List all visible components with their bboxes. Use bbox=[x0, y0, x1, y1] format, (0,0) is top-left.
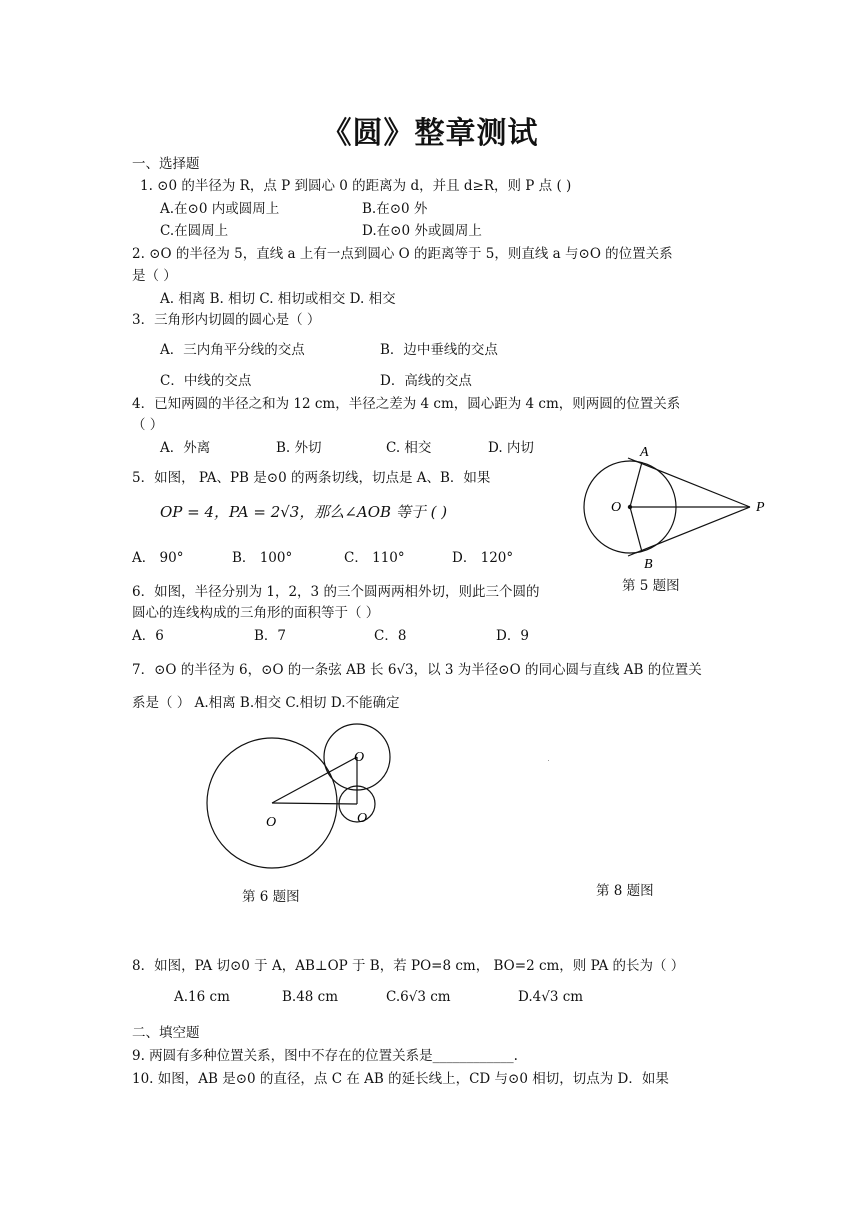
q7-stem-cont: 系是（ ） A.相离 B.相交 C.相切 D.不能确定 bbox=[132, 695, 400, 711]
q3-option-a: A．三内角平分线的交点 bbox=[160, 342, 305, 358]
q3-stem: 3．三角形内切圆的圆心是（ ） bbox=[132, 312, 321, 328]
q4-option-b: B. 外切 bbox=[276, 440, 322, 456]
q9-stem: 9. 两圆有多种位置关系，图中不存在的位置关系是____________. bbox=[132, 1048, 518, 1064]
q5-figure bbox=[576, 440, 776, 572]
q5-label-p: P bbox=[756, 500, 765, 515]
q5-option-d: D． 120° bbox=[452, 550, 514, 566]
q5-label-a: A bbox=[640, 445, 649, 460]
q5-label-b: B bbox=[644, 557, 653, 572]
q8-option-d: D.4√3 cm bbox=[518, 989, 584, 1005]
q3-option-b: B．边中垂线的交点 bbox=[380, 342, 498, 358]
q6-label-o3: O bbox=[357, 811, 368, 826]
q8-figure-caption: 第 8 题图 bbox=[596, 883, 654, 899]
q6-figure-caption: 第 6 题图 bbox=[242, 889, 300, 905]
q6-option-c: C．8 bbox=[374, 628, 407, 644]
q6-option-a: A．6 bbox=[132, 628, 164, 644]
q8-figure-placeholder bbox=[548, 760, 549, 761]
q3-option-c: C．中线的交点 bbox=[160, 373, 252, 389]
section-fill-heading: 二、填空题 bbox=[132, 1025, 200, 1041]
q1-option-b: B.在⊙0 外 bbox=[362, 201, 428, 217]
q10-stem: 10. 如图，AB 是⊙0 的直径，点 C 在 AB 的延长线上，CD 与⊙0 相切，切点为 D．如果 bbox=[132, 1071, 669, 1087]
q4-option-d: D. 内切 bbox=[488, 440, 534, 456]
q6-stem: 6．如图，半径分别为 1，2，3 的三个圆两两相外切，则此三个圆的 bbox=[132, 584, 540, 600]
q5-option-a: A． 90° bbox=[132, 550, 184, 566]
q6-option-d: D．9 bbox=[496, 628, 529, 644]
q5-stem: 5．如图， PA、PB 是⊙0 的两条切线，切点是 A、B．如果 bbox=[132, 470, 491, 486]
q5-label-o: O bbox=[611, 500, 622, 515]
q6-figure bbox=[200, 716, 400, 876]
q2-options: A. 相离 B. 相切 C. 相切或相交 D. 相交 bbox=[160, 291, 396, 307]
q8-option-c: C.6√3 cm bbox=[386, 989, 451, 1005]
q8-stem: 8．如图，PA 切⊙0 于 A，AB⊥OP 于 B，若 PO=8 cm， BO=2 cm，则 PA 的长为（ ） bbox=[132, 958, 685, 974]
q4-option-c: C. 相交 bbox=[386, 440, 432, 456]
q1-option-d: D.在⊙0 外或圆周上 bbox=[362, 223, 482, 239]
q5-option-b: B． 100° bbox=[232, 550, 293, 566]
q5-stem-cont: OP = 4，PA = 2√3，那么∠AOB 等于 ( ) bbox=[160, 503, 448, 521]
q2-stem-cont: 是（ ） bbox=[132, 268, 177, 284]
q1-option-a: A.在⊙0 内或圆周上 bbox=[160, 201, 280, 217]
q4-stem: 4．已知两圆的半径之和为 12 cm，半径之差为 4 cm，圆心距为 4 cm，则两圆的位置关系 bbox=[132, 396, 681, 412]
q5-option-c: C． 110° bbox=[344, 550, 405, 566]
q6-label-o1: O bbox=[266, 815, 277, 830]
page-title: 《圆》整章测试 bbox=[321, 116, 539, 151]
q2-stem: 2. ⊙O 的半径为 5，直线 a 上有一点到圆心 O 的距离等于 5，则直线 a 与⊙O 的位置关系 bbox=[132, 246, 673, 262]
q6-label-o2: O bbox=[354, 750, 365, 765]
q1-stem: 1. ⊙0 的半径为 R，点 P 到圆心 0 的距离为 d，并且 d≥R，则 P 点 ( ) bbox=[140, 178, 572, 194]
q6-stem-cont: 圆心的连线构成的三角形的面积等于（ ） bbox=[132, 605, 380, 621]
q4-stem-cont: （ ） bbox=[132, 417, 164, 433]
q8-option-b: B.48 cm bbox=[282, 989, 339, 1005]
q6-option-b: B．7 bbox=[254, 628, 287, 644]
q8-option-a: A.16 cm bbox=[174, 989, 230, 1005]
section-choice-heading: 一、选择题 bbox=[132, 156, 200, 172]
q3-option-d: D．高线的交点 bbox=[380, 373, 472, 389]
q1-option-c: C.在圆周上 bbox=[160, 223, 229, 239]
q7-stem: 7．⊙O 的半径为 6，⊙O 的一条弦 AB 长 6√3，以 3 为半径⊙O 的同心圆与直线 AB 的位置关 bbox=[132, 662, 702, 678]
q4-option-a: A．外离 bbox=[160, 440, 211, 456]
q5-figure-caption: 第 5 题图 bbox=[622, 578, 680, 594]
